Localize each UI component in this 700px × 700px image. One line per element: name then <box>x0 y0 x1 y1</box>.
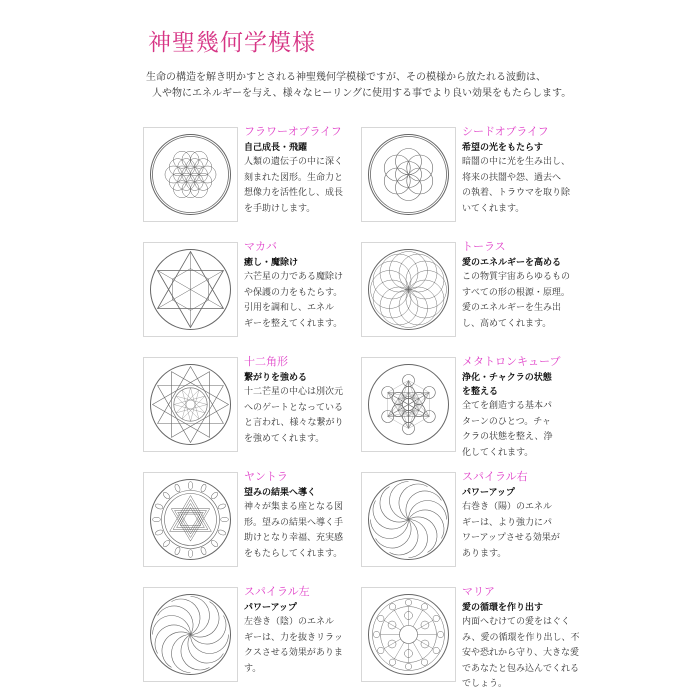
effect-line: 愛のエネルギーを高める <box>462 258 562 268</box>
pattern-name: トーラス <box>462 240 506 253</box>
description-line: いてくれます。 <box>462 203 525 214</box>
pattern-image <box>143 587 238 682</box>
pattern-text <box>462 469 567 562</box>
description-line: ギーを整えてくれます。 <box>244 318 343 329</box>
description-line: と言われ、様々な繋がり <box>244 418 344 428</box>
description-line: 全てを創造する基本パ <box>462 401 553 411</box>
description-line: 暗闇の中に光を生み出し、 <box>462 157 571 167</box>
description-line: であなたと包み込んでくれる <box>462 663 580 674</box>
pattern-description <box>462 270 571 332</box>
pattern-name: 十二角形 <box>244 355 288 368</box>
description-line: 神々が集まる座となる図 <box>244 502 344 512</box>
effect-line: 浄化・チャクラの状態 <box>462 373 552 383</box>
pattern-image <box>143 242 238 337</box>
pattern-image <box>143 127 238 222</box>
description-line: でしょう。 <box>462 679 508 689</box>
effect-line: 繋がりを強める <box>244 373 308 383</box>
pattern-description <box>244 385 349 447</box>
description-line: 形。望みの結果へ導く手 <box>244 517 344 528</box>
pattern-effect <box>462 601 567 615</box>
description-line: 十二芒星の中心は別次元 <box>244 387 344 397</box>
description-line: み、愛の循環を作り出し、不 <box>462 632 580 643</box>
pattern-name: フラワーオブライフ <box>244 125 342 138</box>
effect-line: 望みの結果へ導く <box>244 488 317 498</box>
pattern-image <box>361 587 456 682</box>
pattern-description <box>462 399 567 461</box>
pattern-text <box>462 239 571 332</box>
description-line: 左巻き（陰）のエネル <box>244 617 335 627</box>
pattern-card <box>361 240 571 347</box>
pattern-text <box>462 584 580 693</box>
pattern-name: スパイラル右 <box>462 470 528 483</box>
pattern-name: メタトロンキューブ <box>462 355 561 368</box>
pattern-text <box>462 354 567 461</box>
description-line: 六芒星の力である魔除け <box>244 272 344 282</box>
pattern-card <box>361 472 566 577</box>
pattern-card <box>143 242 348 347</box>
description-line: 内面へむけての愛をはぐく <box>462 617 571 627</box>
seed-of-life-icon <box>362 128 455 221</box>
pattern-effect <box>244 371 349 385</box>
pattern-card <box>143 127 348 232</box>
intro-line: 生命の構造を解き明かすとされる神聖幾何学模様ですが、その模様から放たれる波動は、 <box>146 72 546 83</box>
pattern-description <box>244 270 349 332</box>
description-line: し、高めてくれます。 <box>462 318 552 329</box>
description-line: 刻まれた図形。生命力と <box>244 172 344 183</box>
description-line: ターンのひとつ。チャ <box>462 416 552 427</box>
pattern-effect <box>244 256 349 270</box>
description-line: 想像力を活性化し、成長 <box>244 188 344 198</box>
pattern-card <box>361 357 566 462</box>
dodecagram-icon <box>144 358 237 451</box>
description-line: 化してくれます。 <box>462 447 534 458</box>
spiral-right-icon <box>362 473 455 566</box>
pattern-image <box>361 357 456 452</box>
pattern-description <box>244 155 349 217</box>
pattern-card <box>143 472 348 577</box>
pattern-effect <box>462 256 567 270</box>
yantra-icon <box>144 473 237 566</box>
description-line: すべての形の根源・原理。 <box>462 287 570 298</box>
description-line: 助けとなり幸福、充実感 <box>244 533 344 543</box>
intro-line: 人や物にエネルギーを与え、様々なヒーリングに使用する事でより良い効果をもたらします。 <box>152 88 572 99</box>
pattern-effect <box>244 601 349 615</box>
description-line: 愛のエネルギーを生み出 <box>462 303 562 313</box>
pattern-text <box>244 239 349 332</box>
effect-line: パワーアップ <box>244 603 297 613</box>
description-line: 右巻き（陽）のエネル <box>462 502 553 512</box>
pattern-card <box>361 585 580 692</box>
description-line: をもたらしてくれます。 <box>244 548 343 559</box>
pattern-effect <box>462 371 567 399</box>
pattern-description <box>462 615 580 693</box>
pattern-card <box>361 125 571 232</box>
merkaba-icon <box>144 243 237 336</box>
description-line: あります。 <box>462 548 507 559</box>
intro-text <box>146 70 586 102</box>
description-line: ギーは、力を抜きリラッ <box>244 632 343 643</box>
pattern-image <box>143 357 238 452</box>
description-line: を手助けします。 <box>244 203 316 214</box>
pattern-image <box>361 242 456 337</box>
pattern-text <box>244 124 349 217</box>
pattern-image <box>143 472 238 567</box>
description-line: へのゲートとなっている <box>244 402 344 413</box>
pattern-name: マカバ <box>244 240 277 253</box>
effect-line: 癒し・魔除け <box>244 258 299 268</box>
effect-line: 希望の光をもたらす <box>462 143 544 153</box>
effect-line: 愛の循環を作り出す <box>462 603 544 613</box>
spiral-left-icon <box>144 588 237 681</box>
pattern-effect <box>244 141 349 155</box>
description-line: ワーアップさせる効果が <box>462 533 560 543</box>
effect-line: パワーアップ <box>462 488 515 498</box>
description-line: を強めてくれます。 <box>244 433 325 444</box>
pattern-description <box>462 500 567 562</box>
effect-line: を整える <box>462 387 499 397</box>
description-line: の執着、トラウマを取り除 <box>462 188 571 198</box>
pattern-name: スパイラル左 <box>244 585 310 598</box>
pattern-effect <box>462 486 567 500</box>
description-line: クラの状態を整え、浄 <box>462 432 553 442</box>
description-line: クスさせる効果がありま <box>244 648 343 658</box>
description-line: や保護の力をもたらす。 <box>244 287 343 298</box>
pattern-text <box>462 124 571 217</box>
pattern-text <box>244 469 349 562</box>
pattern-name: マリア <box>462 585 495 598</box>
pattern-image <box>361 127 456 222</box>
description-line: この物質宇宙あらゆるもの <box>462 272 571 282</box>
maria-icon <box>362 588 455 681</box>
pattern-description <box>244 500 349 562</box>
pattern-description <box>244 615 349 677</box>
pattern-card <box>143 587 348 692</box>
pattern-name: ヤントラ <box>244 470 288 483</box>
description-line: 将来の扶闇や怨、過去へ <box>462 172 562 183</box>
description-line: ギーは、より強力にパ <box>462 517 553 528</box>
description-line: す。 <box>244 663 262 674</box>
description-line: 引用を調和し、エネル <box>244 303 335 313</box>
torus-icon <box>362 243 455 336</box>
description-line: 人類の遺伝子の中に深く <box>244 157 344 167</box>
page-title: 神聖幾何学模様 <box>148 30 316 56</box>
flower-of-life-icon <box>144 128 237 221</box>
pattern-card <box>143 357 348 462</box>
effect-line: 自己成長・飛躍 <box>244 143 308 153</box>
pattern-image <box>361 472 456 567</box>
pattern-effect <box>462 141 567 155</box>
pattern-name: シードオブライフ <box>462 125 549 138</box>
pattern-text <box>244 354 349 447</box>
pattern-effect <box>244 486 349 500</box>
metatrons-cube-icon <box>362 358 455 451</box>
pattern-text <box>244 584 349 677</box>
pattern-description <box>462 155 571 217</box>
description-line: 安や恐れから守り、大きな愛 <box>462 648 580 658</box>
